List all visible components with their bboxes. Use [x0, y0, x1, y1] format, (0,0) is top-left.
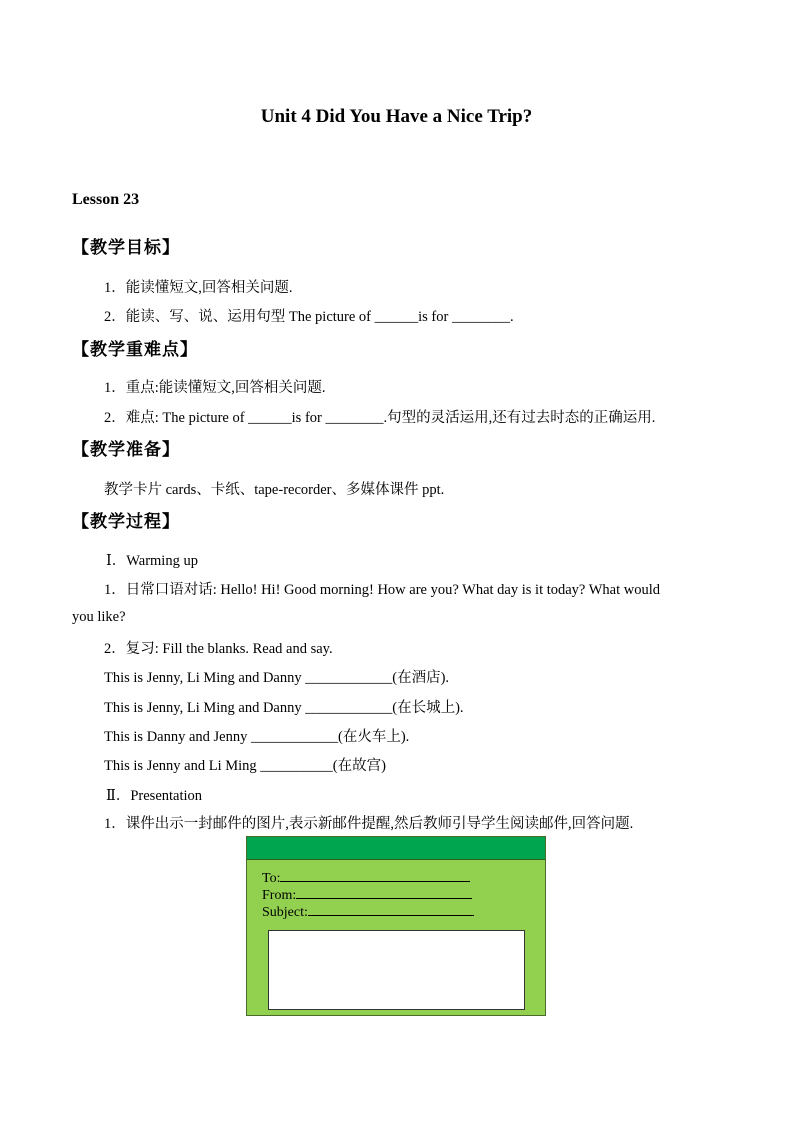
key-points-heading: 【教学重难点】 — [72, 340, 198, 359]
blank-sentence-3: This is Danny and Jenny ____________(在火车上). — [104, 729, 410, 745]
email-to-line — [280, 869, 470, 882]
email-subject-line — [308, 903, 474, 916]
page-title: Unit 4 Did You Have a Nice Trip? — [260, 106, 533, 127]
step-2-item-1: 1．课件出示一封邮件的图片,表示新邮件提醒,然后教师引导学生阅读邮件,回答问题. — [104, 816, 634, 832]
step-1-title: Ⅰ．Warming up — [106, 553, 198, 569]
step-2-title: Ⅱ．Presentation — [106, 788, 203, 804]
preparation-heading: 【教学准备】 — [72, 440, 180, 459]
email-subject-label: Subject: — [262, 905, 308, 920]
objective-item-2: 2．能读、写、说、运用句型 The picture of ______is for ________. — [104, 309, 514, 325]
email-from-field — [262, 886, 472, 904]
step-1-item-1-line-b: you like? — [72, 609, 126, 625]
email-from-line — [296, 886, 472, 899]
lesson-label: Lesson 23 — [72, 191, 140, 208]
email-to-label: To: — [262, 871, 281, 886]
key-point-item-1: 1．重点:能读懂短文,回答相关问题. — [104, 380, 326, 396]
email-illustration — [246, 836, 546, 1016]
blank-sentence-1: This is Jenny, Li Ming and Danny ____________(在酒店). — [104, 670, 450, 686]
step-1-item-1-line-a: 1．日常口语对话: Hello! Hi! Good morning! How are you? What day is it today? What would — [104, 582, 661, 598]
email-body-box — [268, 930, 525, 1010]
objective-item-1: 1．能读懂短文,回答相关问题. — [104, 280, 293, 296]
key-point-item-2: 2．难点: The picture of ______is for ________.句型的灵活运用,还有过去时态的正确运用. — [104, 410, 656, 426]
objectives-heading: 【教学目标】 — [72, 238, 180, 257]
email-to-field — [262, 869, 470, 887]
process-heading: 【教学过程】 — [72, 512, 180, 531]
blank-sentence-2: This is Jenny, Li Ming and Danny ____________(在长城上). — [104, 700, 464, 716]
step-1-item-2: 2．复习: Fill the blanks. Read and say. — [104, 641, 333, 657]
email-subject-field — [262, 903, 474, 921]
blank-sentence-4: This is Jenny and Li Ming __________(在故宫) — [104, 758, 386, 774]
email-header-bar — [247, 837, 545, 860]
preparation-text: 教学卡片 cards、卡纸、tape-recorder、多媒体课件 ppt. — [104, 482, 445, 498]
email-from-label: From: — [262, 888, 297, 903]
